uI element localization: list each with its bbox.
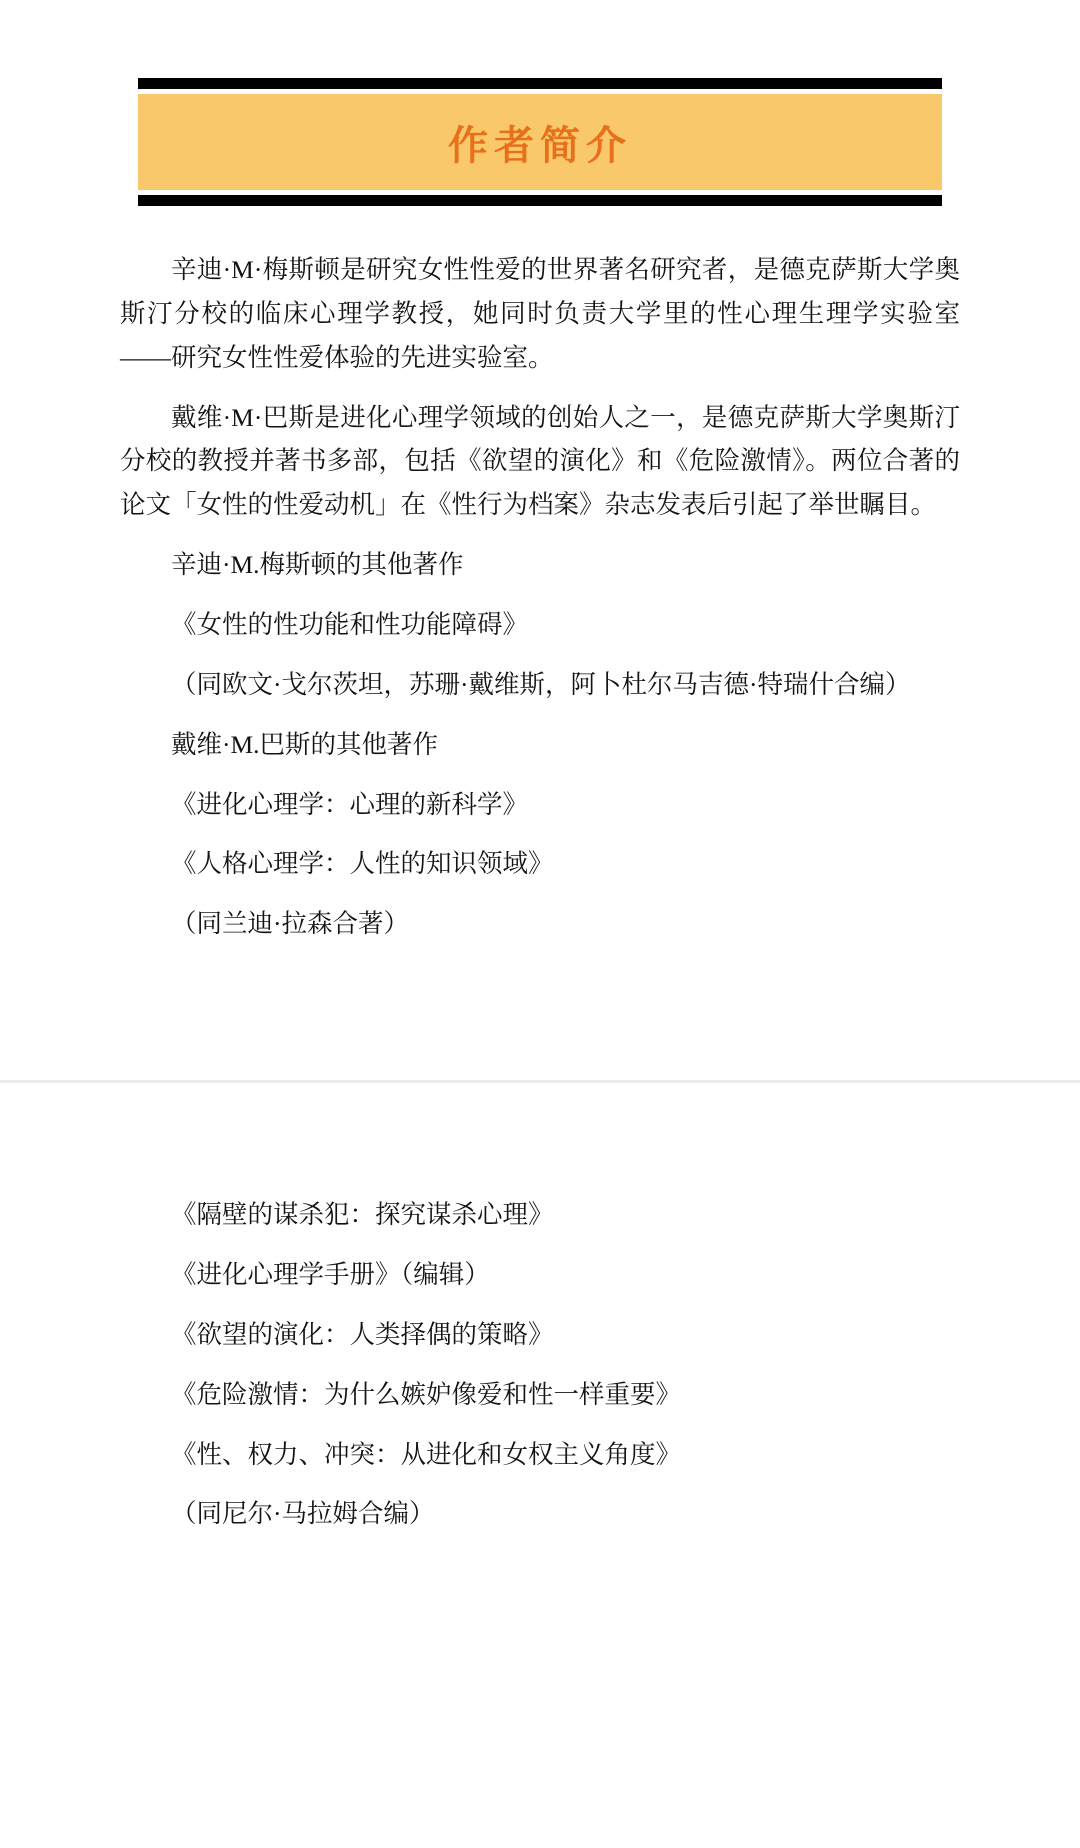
list-item: 《进化心理学：心理的新科学》 xyxy=(171,789,529,819)
page-gap xyxy=(0,962,1080,1080)
list-item: 《危险激情：为什么嫉妒像爱和性一样重要》 xyxy=(171,1379,682,1409)
list-item: （同尼尔·马拉姆合编） xyxy=(171,1499,435,1529)
page-title: 作者简介 xyxy=(448,122,632,169)
list-item: 《人格心理学：人性的知识领域》 xyxy=(171,849,554,879)
list-item: 《进化心理学手册》（编辑） xyxy=(171,1260,490,1290)
list-item: 《隔壁的谋杀犯：探究谋杀心理》 xyxy=(171,1200,554,1230)
list-item: 戴维·M.巴斯的其他著作 xyxy=(171,729,439,759)
list-item: （同欧文·戈尔茨坦，苏珊·戴维斯，阿卜杜尔马吉德·特瑞什合编） xyxy=(171,669,911,699)
paragraph-author-meston: 辛迪·M·梅斯顿是研究女性性爱的世界著名研究者，是德克萨斯大学奥斯汀分校的临床心理学教授，她同时负责大学里的性心理生理学实验室——研究女性性爱体验的先进实验室。 xyxy=(120,255,960,372)
banner-top-rule xyxy=(138,78,942,89)
list-item: 辛迪·M.梅斯顿的其他著作 xyxy=(171,550,464,580)
list-item: 《女性的性功能和性功能障碍》 xyxy=(171,610,529,640)
list-item: 《欲望的演化：人类择偶的策略》 xyxy=(171,1319,554,1349)
body-content-continued xyxy=(120,1083,960,1536)
list-item: （同兰迪·拉森合著） xyxy=(171,909,409,939)
banner-body xyxy=(138,94,942,190)
body-content xyxy=(120,206,960,946)
paragraph-author-buss: 戴维·M·巴斯是进化心理学领域的创始人之一，是德克萨斯大学奥斯汀分校的教授并著书多部，包括《欲望的演化》和《危险激情》。两位合著的论文「女性的性爱动机」在《性行为档案》杂志发表后引起了举世瞩目。 xyxy=(120,402,960,520)
list-item: 《性、权力、冲突：从进化和女权主义角度》 xyxy=(171,1439,682,1469)
banner-bottom-rule xyxy=(138,195,942,206)
section-banner xyxy=(138,78,942,206)
